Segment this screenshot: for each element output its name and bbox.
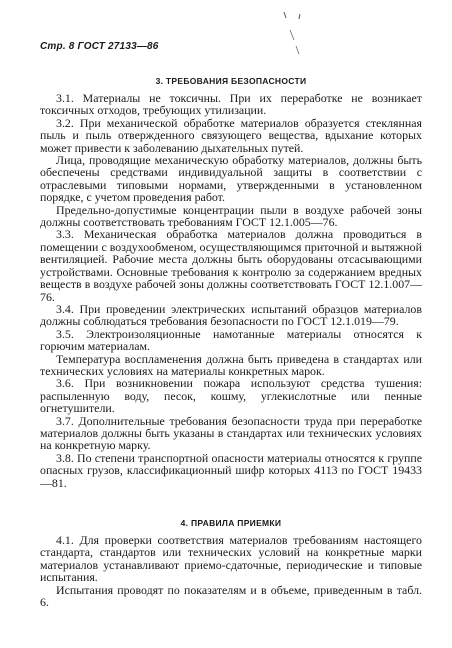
paragraph-3-3: 3.3. Механическая обработка материалов должна проводиться в помещении с воздухообменом, осуществляющимся приточной и вытяжной вентиляцией. Рабочие места должны быть оборудованы отсасывающими устройствами. Основные требования к контролю за содержанием вредных веществ в воздухе рабочей зоны должны соответствовать ГОСТ 12.1.007—76. [40, 227, 422, 304]
paragraph-3-2-ppe: Лица, проводящие механическую обработку материалов, должны быть обеспечены средствами индивидуальной защиты в соответствии с отраслевыми типовыми нормами, утвержденными в установленном порядке, с учетом проведения работ. [40, 153, 422, 205]
paragraph-3-7: 3.7. Дополнительные требования безопасности труда при переработке материалов должны быть указаны в стандартах или технических условиях на конкретную марку. [40, 413, 422, 453]
paragraph-3-6: 3.6. При возникновении пожара используют средства тушения: распыленную воду, песок, кошму, углекислотные или пенные огнетушители. [40, 376, 422, 416]
section-4-body [40, 534, 422, 608]
scan-artifact-marks [270, 10, 340, 60]
section-3-title: 3. ТРЕБОВАНИЯ БЕЗОПАСНОСТИ [155, 76, 307, 86]
paragraph-3-2-mac: Предельно-допустимые концентрации пыли в воздухе рабочей зоны должны соответствовать требованиям ГОСТ 12.1.005—76. [40, 202, 422, 230]
paragraph-3-5-ignition: Температура воспламенения должна быть приведена в стандартах или технических условиях на материалы конкретных марок. [40, 351, 422, 378]
paragraph-3-1: 3.1. Материалы не токсичны. При их переработке не возникает токсичных отходов, требующих утилизации. [40, 91, 422, 118]
paragraph-3-8: 3.8. По степени транспортной опасности материалы относятся к группе опасных грузов, классификационный шифр которых 4113 по ГОСТ 19433—81. [40, 450, 422, 490]
page-header: Стр. 8 ГОСТ 27133—86 [40, 41, 159, 52]
paragraph-3-4: 3.4. При проведении электрических испытаний образцов материалов должны соблюдаться требования безопасности по ГОСТ 12.1.019—79. [40, 301, 422, 329]
paragraph-3-5: 3.5. Электроизоляционные намотанные материалы относятся к горючим материалам. [40, 326, 422, 354]
section-4-title: 4. ПРАВИЛА ПРИЕМКИ [180, 518, 282, 528]
paragraph-3-2: 3.2. При механической обработке материалов образуется стеклянная пыль и пыль отвержденного связующего вещества, вдыхание которых может привести к заболеванию дыхательных путей. [40, 115, 422, 155]
section-3-body [40, 92, 422, 489]
paragraph-4-1-tests: Испытания проводят по показателям и в объеме, приведенным в табл. 6. [40, 582, 422, 610]
paragraph-4-1: 4.1. Для проверки соответствия материалов требованиям настоящего стандарта, стандартов или технических условий на конкретные марки материалов устанавливают приемо-сдаточные, периодические и типовые испытания. [40, 533, 422, 585]
